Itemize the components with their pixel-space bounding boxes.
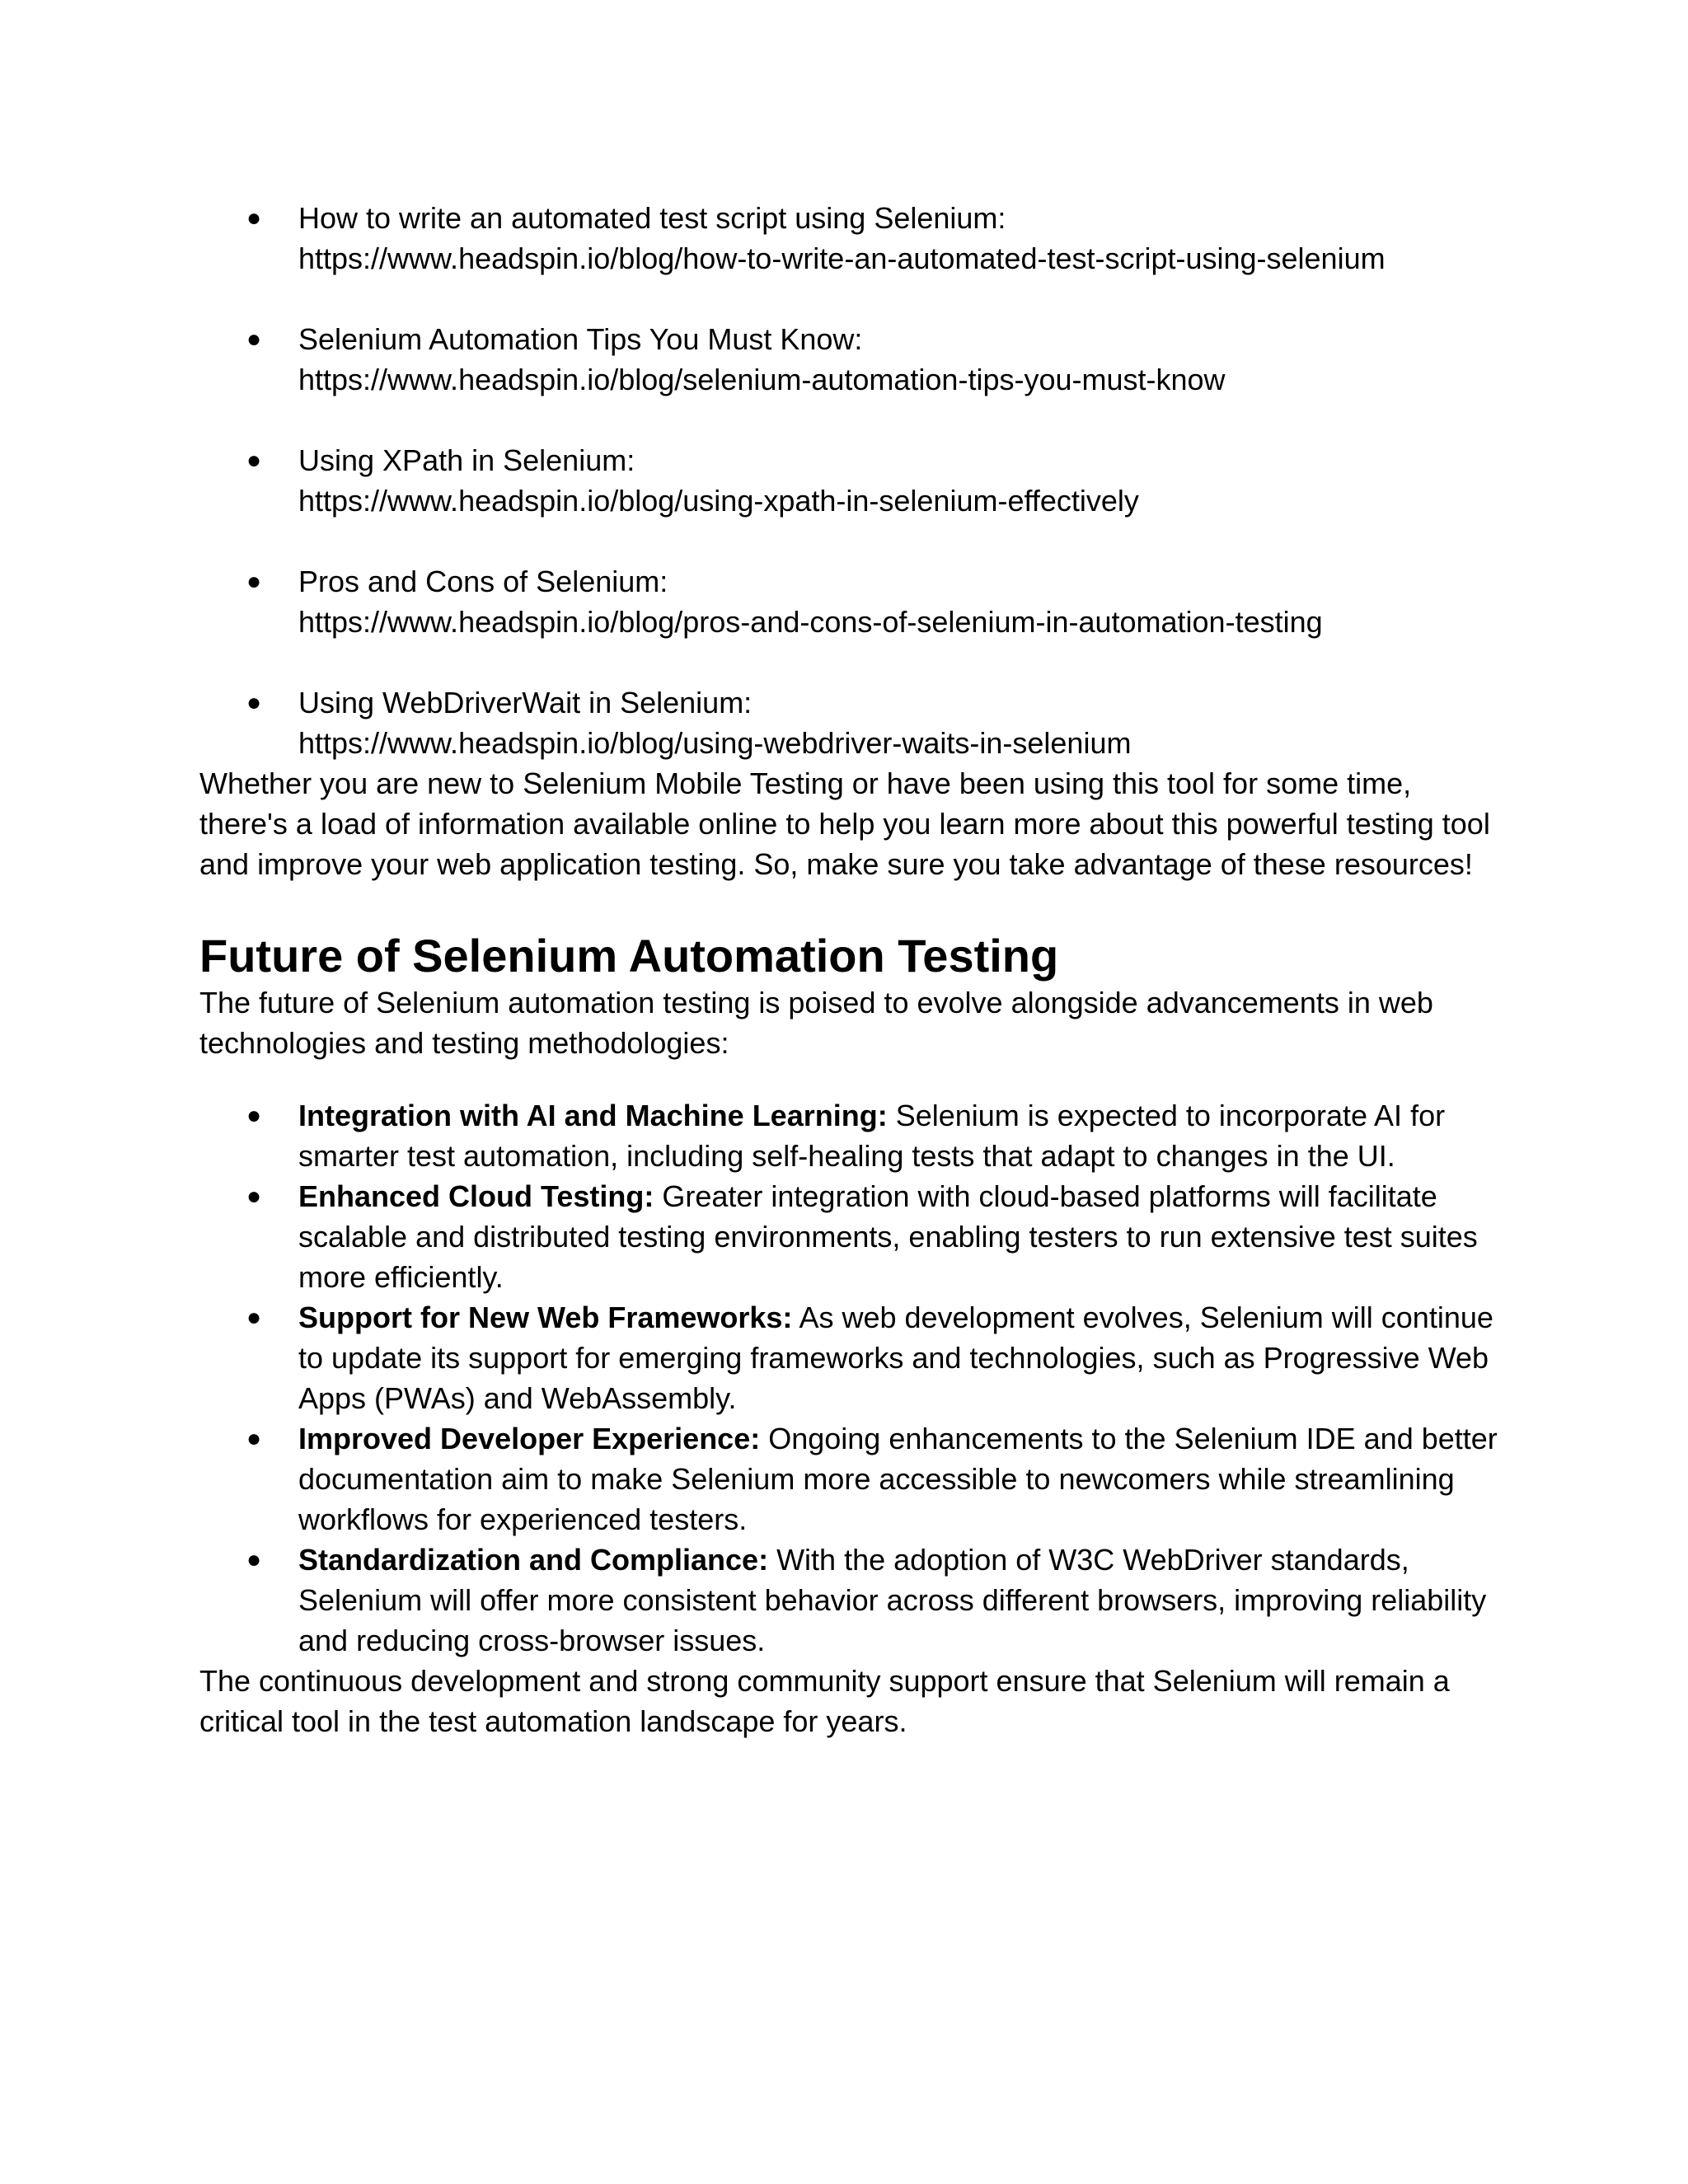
bullet-icon: ● bbox=[246, 447, 262, 474]
resource-list bbox=[199, 198, 1502, 763]
bullet-icon: ● bbox=[246, 1183, 262, 1210]
bullet-icon: ● bbox=[246, 1304, 262, 1331]
resource-title: Using XPath in Selenium: bbox=[298, 443, 635, 477]
item-text: With the adoption of W3C WebDriver standards, Selenium will offer more consistent behavior across different browsers, improving reliability and reducing cross-browser issues. bbox=[298, 1543, 1487, 1657]
future-list bbox=[199, 1095, 1502, 1661]
list-item bbox=[199, 682, 1502, 763]
bullet-icon: ● bbox=[246, 1102, 262, 1129]
item-text: As web development evolves, Selenium will continue to update its support for emerging frameworks and technologies, such as Progressive Web Apps (PWAs) and WebAssembly. bbox=[298, 1301, 1493, 1415]
bullet-icon: ● bbox=[246, 204, 262, 232]
conclusion-paragraph: The continuous development and strong community support ensure that Selenium will remain a critical tool in the test automation landscape for years. bbox=[199, 1664, 1450, 1738]
resource-title: Selenium Automation Tips You Must Know: bbox=[298, 322, 863, 356]
list-item bbox=[199, 319, 1502, 400]
item-label: Support for New Web Frameworks: bbox=[298, 1301, 793, 1334]
section-intro: The future of Selenium automation testing is poised to evolve alongside advancements in web technologies and testing methodologies: bbox=[199, 986, 1433, 1060]
resource-link[interactable]: https://www.headspin.io/blog/selenium-automation-tips-you-must-know bbox=[298, 363, 1226, 396]
list-item bbox=[199, 1418, 1502, 1540]
resource-link[interactable]: https://www.headspin.io/blog/pros-and-cons-of-selenium-in-automation-testing bbox=[298, 605, 1323, 639]
list-item bbox=[199, 1540, 1502, 1661]
resource-link[interactable]: https://www.headspin.io/blog/how-to-write-an-automated-test-script-using-selenium bbox=[298, 241, 1386, 275]
bullet-icon: ● bbox=[246, 689, 262, 716]
bullet-icon: ● bbox=[246, 1546, 262, 1573]
resource-link[interactable]: https://www.headspin.io/blog/using-xpath-in-selenium-effectively bbox=[298, 484, 1139, 518]
section-heading: Future of Selenium Automation Testing bbox=[199, 930, 1059, 982]
list-item bbox=[199, 198, 1502, 279]
bullet-icon: ● bbox=[246, 568, 262, 595]
item-label: Integration with AI and Machine Learning: bbox=[298, 1099, 888, 1132]
resource-link[interactable]: https://www.headspin.io/blog/using-webdriver-waits-in-selenium bbox=[298, 726, 1132, 760]
list-item bbox=[199, 1095, 1502, 1176]
bullet-icon: ● bbox=[246, 326, 262, 353]
document-content bbox=[199, 198, 1502, 1741]
list-item bbox=[199, 1297, 1502, 1418]
list-item bbox=[199, 1176, 1502, 1297]
item-label: Enhanced Cloud Testing: bbox=[298, 1179, 654, 1213]
resource-title: How to write an automated test script using Selenium: bbox=[298, 201, 1006, 235]
item-text: Ongoing enhancements to the Selenium IDE and better documentation aim to make Selenium more accessible to newcomers while streamlining workflows for experienced testers. bbox=[298, 1422, 1498, 1536]
list-item bbox=[199, 561, 1502, 642]
resources-paragraph: Whether you are new to Selenium Mobile Testing or have been using this tool for some time, there's a load of information available online to help you learn more about this powerful testing tool and improve your web application testing. So, make sure you take advantage of these resources! bbox=[199, 766, 1490, 881]
item-label: Standardization and Compliance: bbox=[298, 1543, 769, 1577]
item-label: Improved Developer Experience: bbox=[298, 1422, 761, 1455]
bullet-icon: ● bbox=[246, 1425, 262, 1452]
resource-title: Pros and Cons of Selenium: bbox=[298, 565, 668, 598]
item-text: Selenium is expected to incorporate AI for smarter test automation, including self-healing tests that adapt to changes in the UI. bbox=[298, 1099, 1446, 1173]
resource-title: Using WebDriverWait in Selenium: bbox=[298, 686, 753, 719]
list-item bbox=[199, 440, 1502, 521]
item-text: Greater integration with cloud-based platforms will facilitate scalable and distributed testing environments, enabling testers to run extensive test suites more efficiently. bbox=[298, 1179, 1478, 1294]
